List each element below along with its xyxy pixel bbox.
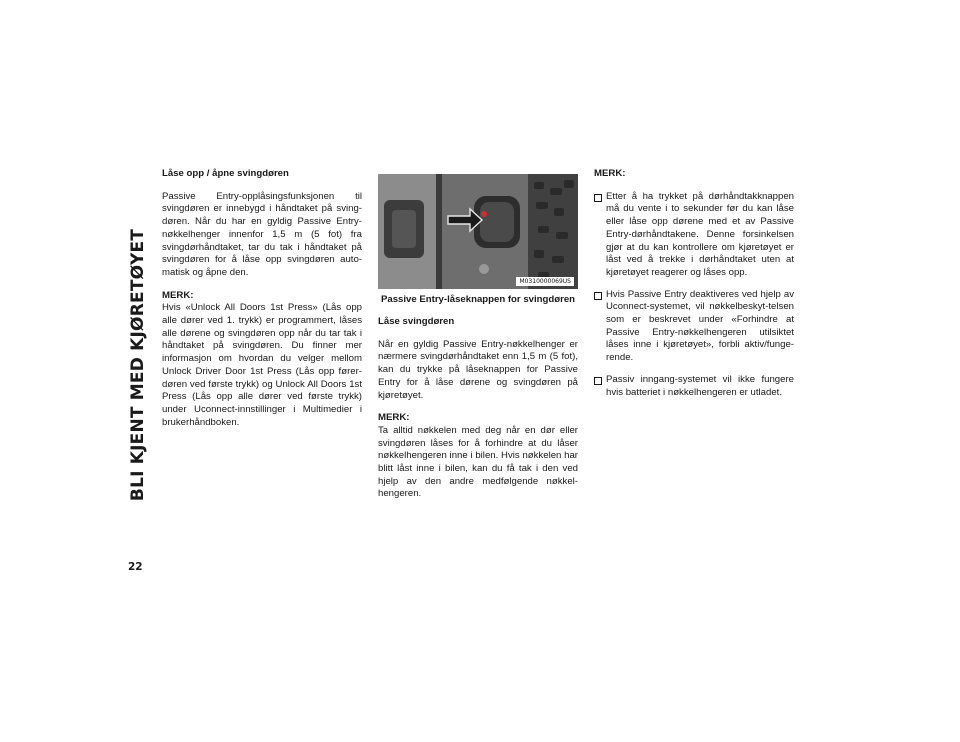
list-item-text: Etter å ha trykket på dørhåndtakknappen må du vente i to sekunder før du kan låse eller låse opp dørene med et av Passive Entry-dørhåndtakene. Denne forsinkelsen gjør at du kan kontrollere om kjøretøyet er låst ved å trekke i dørhåndtaket uten at kjøretøyet reagerer og låses opp.: [606, 190, 794, 278]
list-item: [594, 191, 794, 280]
checkbox-bullet-icon: [594, 377, 602, 385]
note-text: Hvis «Unlock All Doors 1st Press» (Lås opp alle dører ved 1. trykk) er programmert, låses alle dørene og svingdøren opp når du tar tak i håndtaket på svingdøren. Du finner mer informasjon om hvordan du velger mellom Unlock Driver Door 1st Press (Lås opp fører-døren ved første trykk) og Unlock All Doors 1st Press (Lås opp alle dører ved første trykk) under Uconnect-innstillinger i Multimedier i brukerhåndboken.: [162, 302, 362, 428]
section-title-vertical: [118, 162, 158, 567]
heading-lock-swing-door: Låse svingdøren: [378, 316, 455, 327]
note-label: MERK:: [594, 168, 626, 179]
image-reference-code: M0310000069US: [516, 277, 574, 286]
checkbox-bullet-icon: [594, 292, 602, 300]
page-number: 22: [128, 561, 143, 573]
section-title: BLI KJENT MED KJØRETØYET: [128, 228, 149, 501]
unlock-paragraph: Passive Entry-opplåsingsfunksjonen til svingdøren er innebygd i håndtaket på sving-døren. Når du har en gyldig Passive Entry-nøkkelhenger innenfor 1,5 m (5 fot) fra svingdørhåndtaket, tar du tak i håndtaket på svingdøren for å låse opp svingdøren auto-matisk og åpne den.: [162, 190, 362, 278]
list-item-text: Passiv inngang-systemet vil ikke fungere hvis batteriet i nøkkelhengeren er utladet.: [606, 373, 794, 398]
note-block: [378, 412, 578, 501]
column-right: [594, 168, 794, 408]
checkbox-bullet-icon: [594, 194, 602, 202]
door-handle-illustration: [378, 174, 578, 289]
heading-unlock-swing-door: Låse opp / åpne svingdøren: [162, 168, 289, 179]
column-middle: [378, 316, 578, 511]
list-item: [594, 374, 794, 399]
lock-paragraph: Når en gyldig Passive Entry-nøkkelhenger er nærmere svingdørhåndtaket enn 1,5 m (5 fot), kan du trykke på låseknappen for Passive Entry for å låse dørene og svingdøren på kjøretøyet.: [378, 338, 578, 401]
swing-door-handle-photo: [378, 174, 578, 289]
note-list: [594, 191, 794, 400]
note-label: MERK:: [378, 412, 410, 424]
list-item: [594, 289, 794, 365]
note-label: MERK:: [162, 289, 194, 301]
column-left: [162, 168, 362, 439]
note-text: Ta alltid nøkkelen med deg når en dør eller svingdøren låses for å forhindre at du låser nøkkelhengeren inne i bilen. Hvis nøkkelen har blitt låst inne i bilen, kan du få tak i den ved hjelp av den andre medfølgende nøkkel-hengeren.: [378, 424, 578, 500]
note-block: [162, 290, 362, 430]
figure-caption: Passive Entry-låseknappen for svingdøren: [380, 294, 576, 305]
list-item-text: Hvis Passive Entry deaktiveres ved hjelp av Uconnect-systemet, vil nøkkelbeskyt-telsen som er beskrevet under «Forhindre at Passive Entry-nøkkelhengeren utilsiktet låses inne i kjøretøyet», forbli aktiv/funge-rende.: [606, 288, 794, 364]
